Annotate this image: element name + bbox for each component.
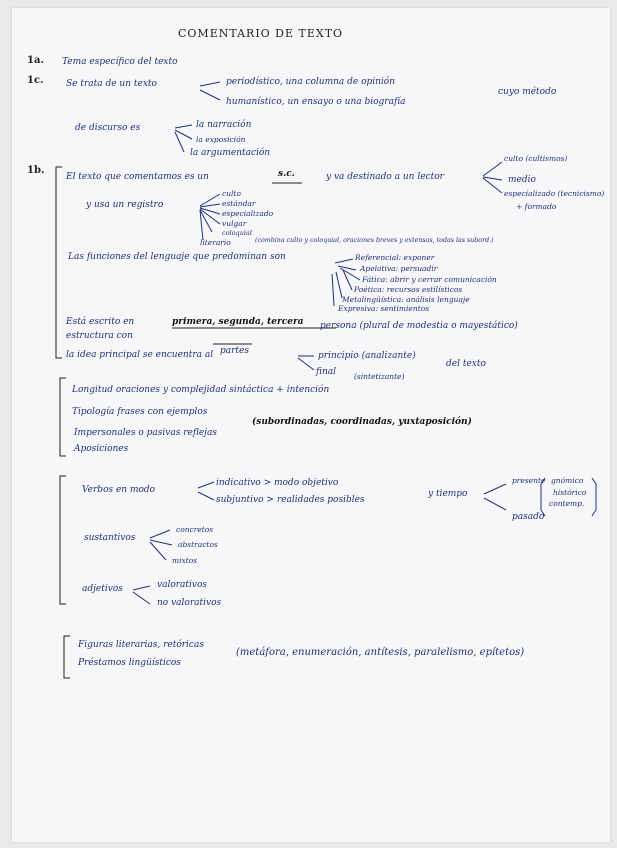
arrow-final bbox=[298, 358, 314, 370]
funcion-poetica: Poética: recursos estilísticos bbox=[354, 285, 463, 294]
section-label-1c: 1c. bbox=[27, 75, 44, 86]
tipologia-ejemplos: (subordinadas, coordinadas, yuxtaposición) bbox=[252, 417, 472, 427]
bracket-block3 bbox=[60, 476, 66, 604]
arrow-humanistico bbox=[200, 90, 220, 100]
sust-concretos: concretos bbox=[176, 525, 214, 534]
funcion-fatica: Fática: abrir y cerrar comunicación bbox=[362, 275, 497, 284]
prestamos-linguisticos: Préstamos lingüísticos bbox=[78, 658, 181, 668]
registro-estandar: estándar bbox=[222, 199, 256, 208]
destinado-lector: y va destinado a un lector bbox=[326, 172, 444, 182]
adj-valorativos: valorativos bbox=[157, 580, 208, 590]
sustantivos: sustantivos bbox=[84, 533, 136, 543]
section-label-1b: 1b. bbox=[27, 165, 45, 176]
arrow-argumentacion bbox=[175, 132, 184, 152]
estructura-con: estructura con bbox=[66, 331, 133, 341]
arrow-periodistico bbox=[200, 82, 220, 86]
modo-subjuntivo: subjuntivo > realidades posibles bbox=[216, 495, 365, 505]
presente-historico: histórico bbox=[553, 488, 587, 497]
del-texto: del texto bbox=[446, 359, 486, 369]
verbos-en-modo: Verbos en modo bbox=[82, 485, 156, 495]
lector-formado: + formado bbox=[516, 202, 557, 211]
funcion-metalinguistica: Metalingüística: análisis lenguaje bbox=[342, 295, 470, 304]
option-humanistico: humanístico, un ensayo o una biografía bbox=[226, 97, 406, 107]
arrow-pasado bbox=[484, 498, 506, 510]
arrow-presente bbox=[484, 484, 506, 494]
mode-exposicion: la exposición bbox=[196, 135, 246, 144]
lector-especializado: especializado (tecnicismo) bbox=[504, 189, 605, 198]
se-trata-line: Se trata de un texto bbox=[66, 79, 157, 89]
adj-no-valorativos: no valorativos bbox=[157, 598, 222, 608]
figuras-ejemplos: (metáfora, enumeración, antítesis, paralelismo, epítetos) bbox=[236, 647, 525, 658]
persona-plural: persona (plural de modestia o mayestático) bbox=[320, 321, 518, 331]
option-periodistico: periodístico, una columna de opinión bbox=[226, 77, 396, 87]
presente-contemp: contemp. bbox=[549, 499, 585, 508]
presente-gnomico: gnómico bbox=[551, 476, 584, 485]
paren-presente-close bbox=[592, 478, 596, 516]
longitud-oraciones: Longitud oraciones y complejidad sintáctica + intención bbox=[72, 385, 330, 395]
section-label-1a: 1a. bbox=[27, 55, 44, 66]
aposiciones: Aposiciones bbox=[74, 444, 129, 454]
arrow-medio bbox=[483, 177, 502, 180]
sust-abstractos: abstractos bbox=[178, 540, 218, 549]
arrow-mixtos bbox=[150, 542, 166, 560]
arrow-especializado bbox=[483, 178, 502, 193]
tiempo-presente: presente bbox=[512, 476, 546, 485]
idea-principal: la idea principal se encuentra al bbox=[66, 350, 214, 360]
esta-escrito-en: Está escrito en bbox=[66, 317, 135, 327]
sintetizante: (sintetizante) bbox=[354, 372, 405, 381]
arrow-valorativos bbox=[133, 586, 150, 590]
bracket-block2 bbox=[60, 378, 66, 456]
tiempo-pasado: pasado bbox=[512, 512, 545, 522]
registro-coloquial: coloquial bbox=[222, 229, 252, 237]
lector-culto: culto (cultismos) bbox=[504, 154, 568, 163]
funcion-referencial: Referencial: exponer bbox=[355, 253, 435, 262]
y-tiempo: y tiempo bbox=[428, 489, 468, 499]
literario-note: (combina culto y coloquial, oraciones breves y extensas, todas las subord.) bbox=[255, 237, 494, 244]
sust-mixtos: mixtos bbox=[172, 556, 198, 565]
registro-vulgar: vulgar bbox=[222, 219, 247, 228]
funciones-lenguaje: Las funciones del lenguaje que predominan son bbox=[68, 252, 286, 262]
arrow-narracion bbox=[175, 125, 192, 128]
bracket-1b bbox=[56, 167, 62, 358]
funcion-apelativa: Apelativa: persuadir bbox=[360, 264, 438, 273]
usa-registro: y usa un registro bbox=[86, 200, 164, 210]
arrow-subjuntivo bbox=[198, 492, 214, 500]
figuras-literarias: Figuras literarias, retóricas bbox=[78, 640, 204, 650]
arrow-culto bbox=[483, 162, 502, 176]
tema-line: Tema específico del texto bbox=[62, 57, 178, 67]
registro-literario: literario bbox=[200, 238, 231, 247]
funcion-expresiva: Expresiva: sentimientos bbox=[338, 304, 430, 313]
registro-especializado: especializado bbox=[222, 209, 274, 218]
arrow-indicativo bbox=[198, 482, 214, 488]
cuyo-metodo: cuyo método bbox=[498, 87, 557, 97]
page-title: COMENTARIO DE TEXTO bbox=[178, 27, 344, 40]
bracket-block4 bbox=[64, 636, 70, 678]
tipologia-frases: Tipología frases con ejemplos bbox=[72, 407, 208, 417]
registro-culto: culto bbox=[222, 189, 241, 198]
modo-indicativo: indicativo > modo objetivo bbox=[216, 478, 339, 488]
arrow-f1 bbox=[335, 259, 353, 263]
final-label: final bbox=[316, 367, 337, 377]
de-discurso-es: de discurso es bbox=[75, 123, 141, 133]
arrow-f6 bbox=[332, 274, 334, 306]
arrow-f3 bbox=[340, 268, 360, 280]
sc-label: s.c. bbox=[278, 169, 295, 179]
texto-que-comentamos: El texto que comentamos es un bbox=[66, 172, 209, 182]
mode-narracion: la narración bbox=[196, 120, 252, 130]
lector-medio: medio bbox=[508, 175, 536, 185]
partes-label: partes bbox=[220, 346, 249, 356]
adjetivos: adjetivos bbox=[82, 584, 123, 594]
principio-analizante: principio (analizante) bbox=[318, 351, 416, 361]
personas-options: primera, segunda, tercera bbox=[172, 317, 304, 327]
arrow-no-valorativos bbox=[133, 592, 150, 604]
arrow-concretos bbox=[150, 530, 170, 538]
arrow-abstractos bbox=[150, 540, 172, 545]
impersonales-pasivas: Impersonales o pasivas reflejas bbox=[74, 428, 217, 438]
mode-argumentacion: la argumentación bbox=[190, 148, 271, 158]
